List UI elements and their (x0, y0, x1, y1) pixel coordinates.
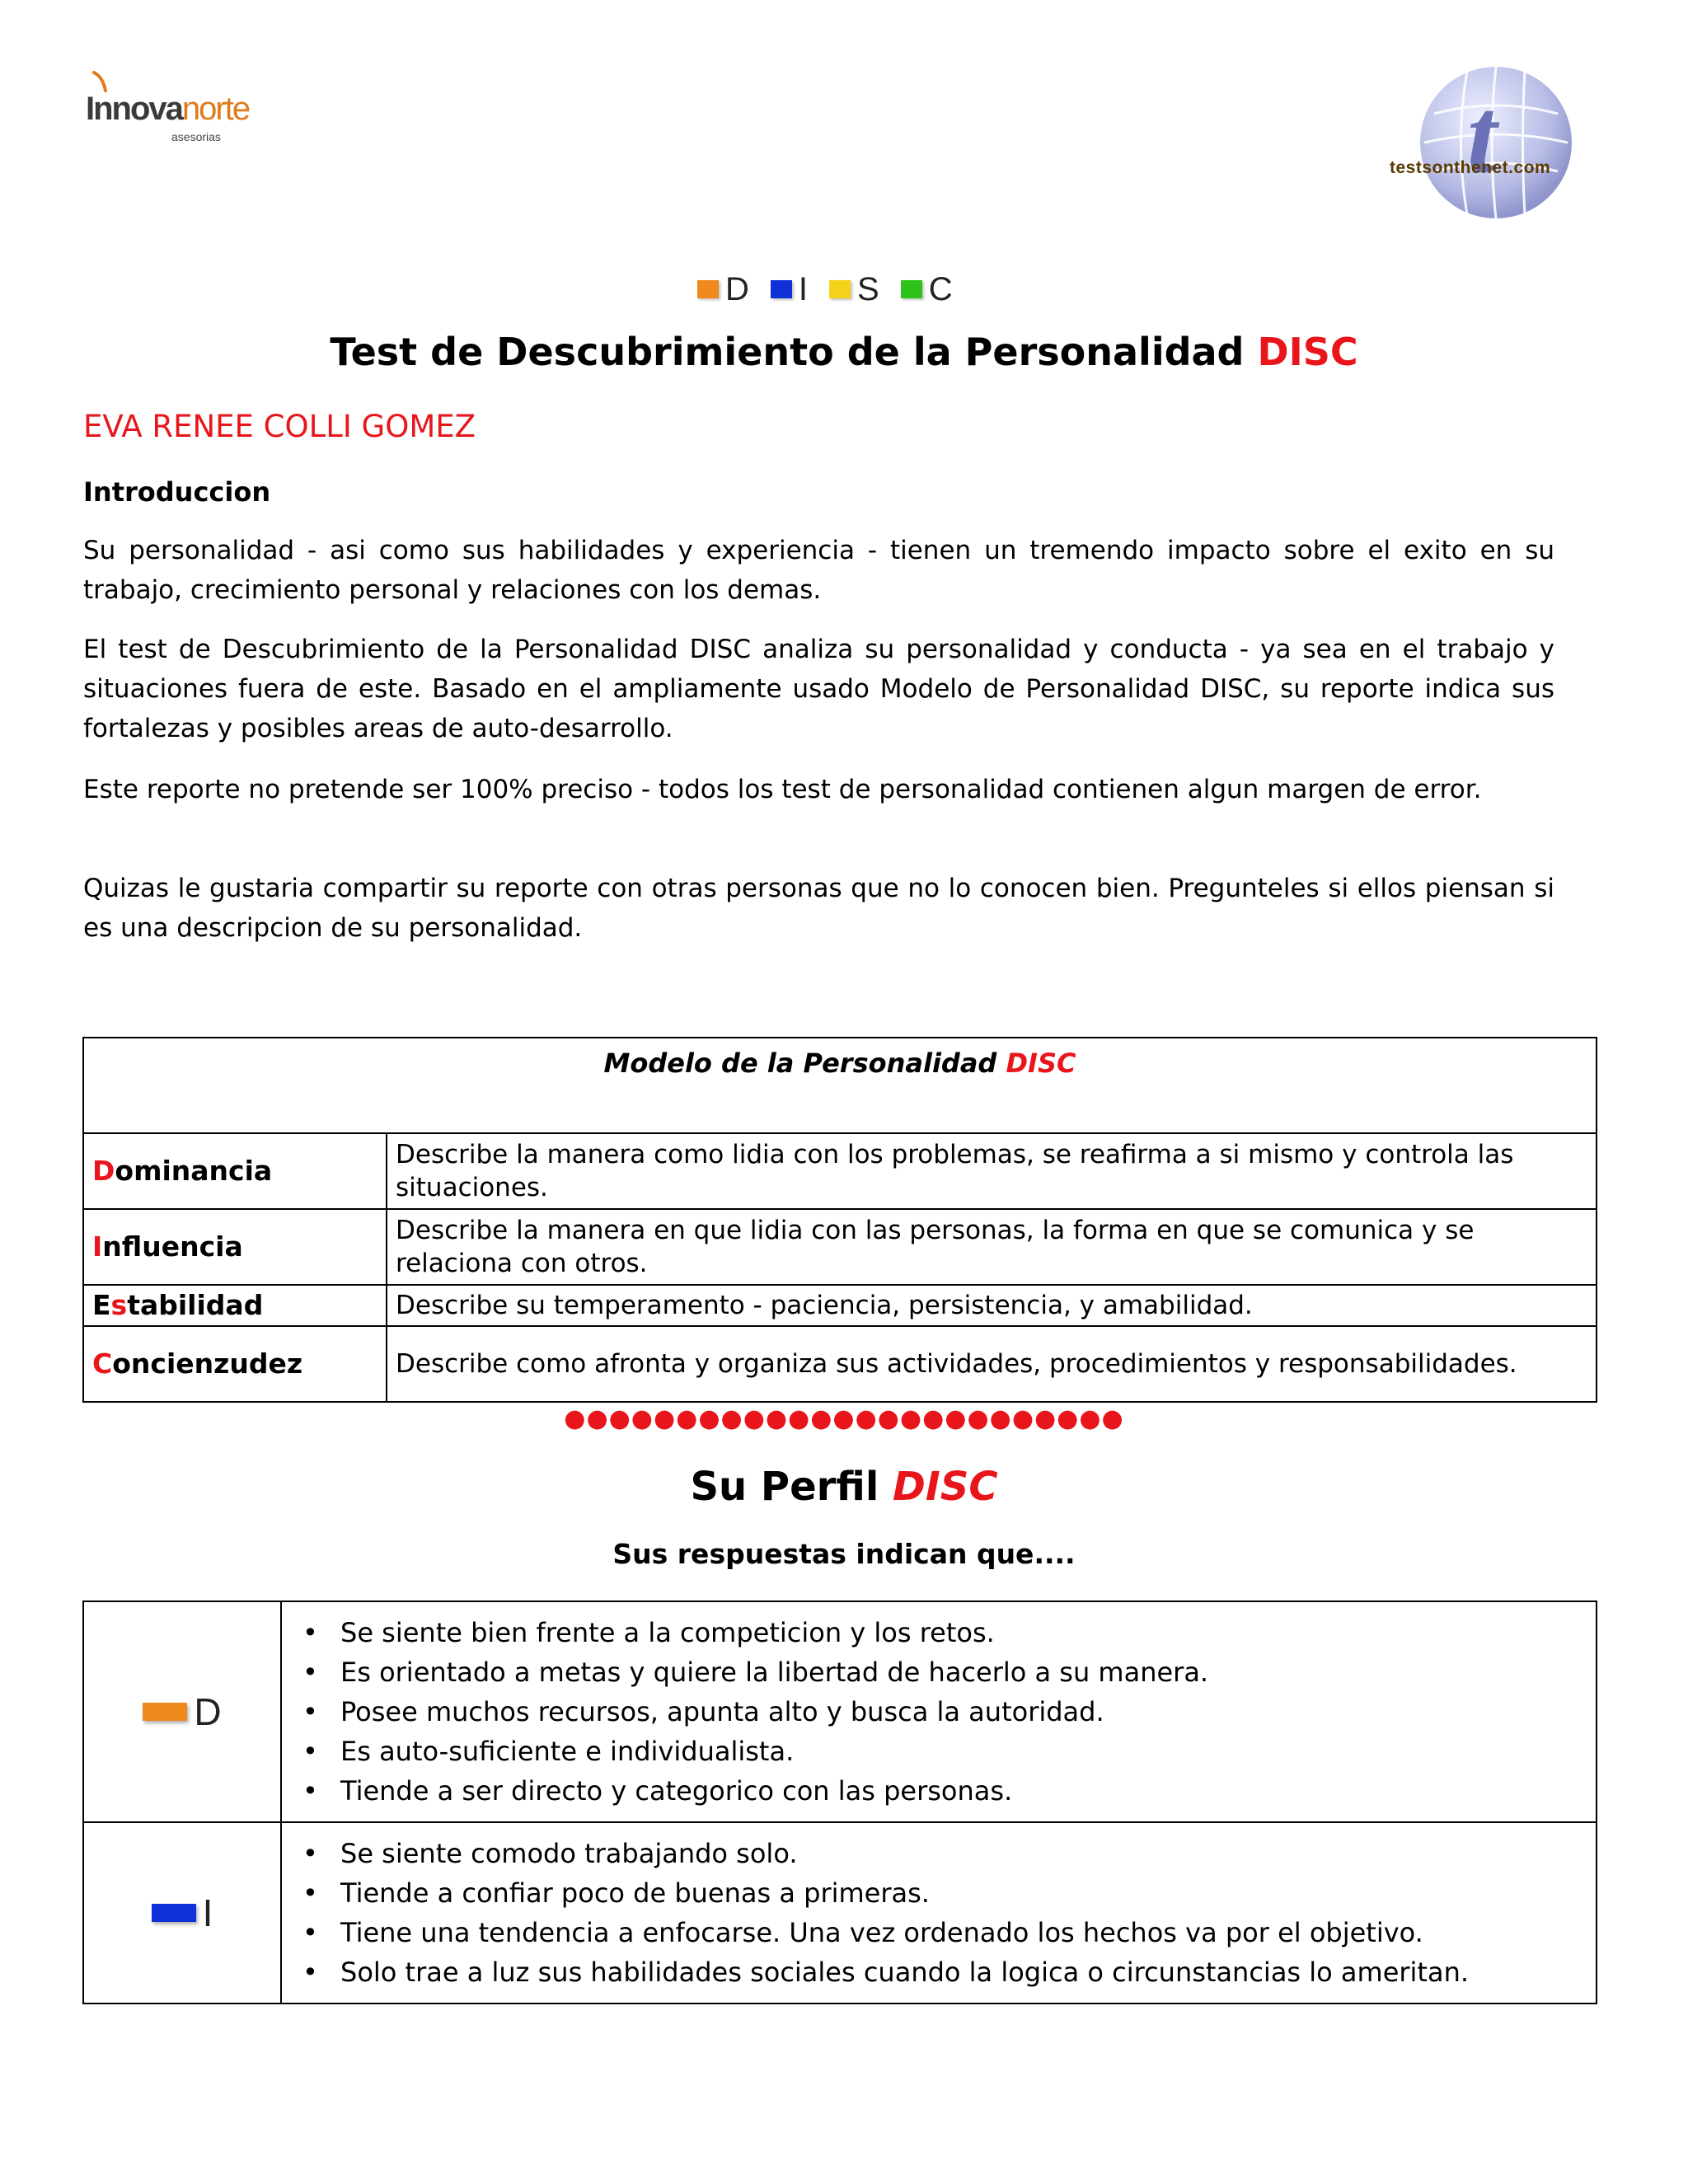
profile-i-bullets (281, 1822, 1597, 2004)
testsonthenet-url: testsonthenet.com (1390, 158, 1551, 177)
list-item: • Se siente bien frente a la competicion y los retos. (340, 1613, 1595, 1652)
list-item: • Solo trae a luz sus habilidades sociales cuando la logica o circunstancias lo ameritan. (340, 1952, 1595, 1992)
table-row (83, 1209, 1597, 1285)
intro-paragraph-1: Su personalidad - asi como sus habilidades y experiencia - tienen un tremendo impacto sobre el exito en su trabajo, crecimiento personal y relaciones con los demas. (83, 536, 1554, 605)
innovanorte-logo (86, 71, 251, 153)
person-name: EVA RENEE COLLI GOMEZ (83, 409, 476, 444)
disc-i-badge: I (152, 1891, 213, 1935)
description-influencia: Describe la manera en que lidia con las personas, la forma en que se comunica y se relaciona con otros. (387, 1209, 1597, 1285)
disc-d-badge: D (143, 1690, 221, 1734)
term-concienzudez: Concienzudez (83, 1326, 387, 1402)
table-row (83, 1285, 1597, 1326)
term-estabilidad: Estabilidad (83, 1285, 387, 1326)
legend-s-label: S (857, 270, 879, 307)
table-row (83, 1326, 1597, 1402)
profile-i-cell (83, 1822, 281, 2004)
logo-swoosh-icon (91, 71, 109, 92)
list-item: • Es orientado a metas y quiere la libertad de hacerlo a su manera. (340, 1652, 1595, 1692)
logo-brand: Innovanorte (86, 91, 250, 127)
term-dominancia: Dominancia (83, 1133, 387, 1209)
disc-legend (697, 270, 953, 308)
intro-heading: Introduccion (83, 476, 271, 508)
profile-d-cell (83, 1601, 281, 1822)
intro-paragraph-3: Este reporte no pretende ser 100% preciso - todos los test de personalidad contienen algun margen de error. (83, 775, 1482, 804)
legend-c-label: C (928, 270, 953, 307)
svg-text:t: t (1467, 77, 1498, 195)
legend-c-swatch (901, 280, 922, 298)
list-item: • Se siente comodo trabajando solo. (340, 1834, 1595, 1873)
list-item: • Es auto-suficiente e individualista. (340, 1732, 1595, 1771)
model-table-caption: Modelo de la Personalidad DISC (83, 1038, 1597, 1133)
description-estabilidad: Describe su temperamento - paciencia, persistencia, y amabilidad. (387, 1285, 1597, 1326)
dot-separator: ●●●●●●●●●●●●●●●●●●●●●●●●● (564, 1404, 1124, 1433)
testsonthenet-logo (1385, 64, 1599, 229)
page-title: Test de Descubrimiento de la Personalidad DISC (330, 330, 1358, 374)
table-row (83, 1822, 1597, 2004)
i-color-swatch (152, 1904, 196, 1922)
legend-d-swatch (697, 280, 719, 298)
description-dominancia: Describe la manera como lidia con los problemas, se reafirma a si mismo y controla las situaciones. (387, 1133, 1597, 1209)
description-concienzudez: Describe como afronta y organiza sus actividades, procedimientos y responsabilidades. (387, 1326, 1597, 1402)
disc-model-table (82, 1037, 1597, 1403)
globe-icon (1418, 64, 1574, 221)
table-row (83, 1601, 1597, 1822)
profile-subtitle: Sus respuestas indican que.... (612, 1538, 1076, 1570)
intro-paragraph-4: Quizas le gustaria compartir su reporte con otras personas que no lo conocen bien. Pregunteles si ellos piensan si es una descripcion de su personalidad. (83, 874, 1554, 943)
term-influencia: Influencia (83, 1209, 387, 1285)
legend-i-swatch (771, 280, 792, 298)
profile-d-bullets (281, 1601, 1597, 1822)
profile-table (82, 1601, 1597, 2004)
list-item: • Posee muchos recursos, apunta alto y busca la autoridad. (340, 1692, 1595, 1732)
intro-paragraph-2: El test de Descubrimiento de la Personalidad DISC analiza su personalidad y conducta - ya sea en el trabajo y situaciones fuera de este. Basado en el ampliamente usado Modelo de Personalidad DISC, su reporte indica sus fortalezas y posibles areas de auto-desarrollo. (83, 635, 1554, 743)
logo-subtitle: asesorias (171, 130, 221, 143)
list-item: • Tiende a ser directo y categorico con las personas. (340, 1771, 1595, 1811)
profile-title: Su Perfil DISC (690, 1464, 998, 1510)
legend-d-label: D (725, 270, 749, 307)
legend-i-label: I (798, 270, 809, 307)
table-row (83, 1133, 1597, 1209)
d-color-swatch (143, 1703, 187, 1721)
list-item: • Tiende a confiar poco de buenas a primeras. (340, 1873, 1595, 1913)
list-item: • Tiene una tendencia a enfocarse. Una vez ordenado los hechos va por el objetivo. (340, 1913, 1595, 1952)
legend-s-swatch (829, 280, 851, 298)
